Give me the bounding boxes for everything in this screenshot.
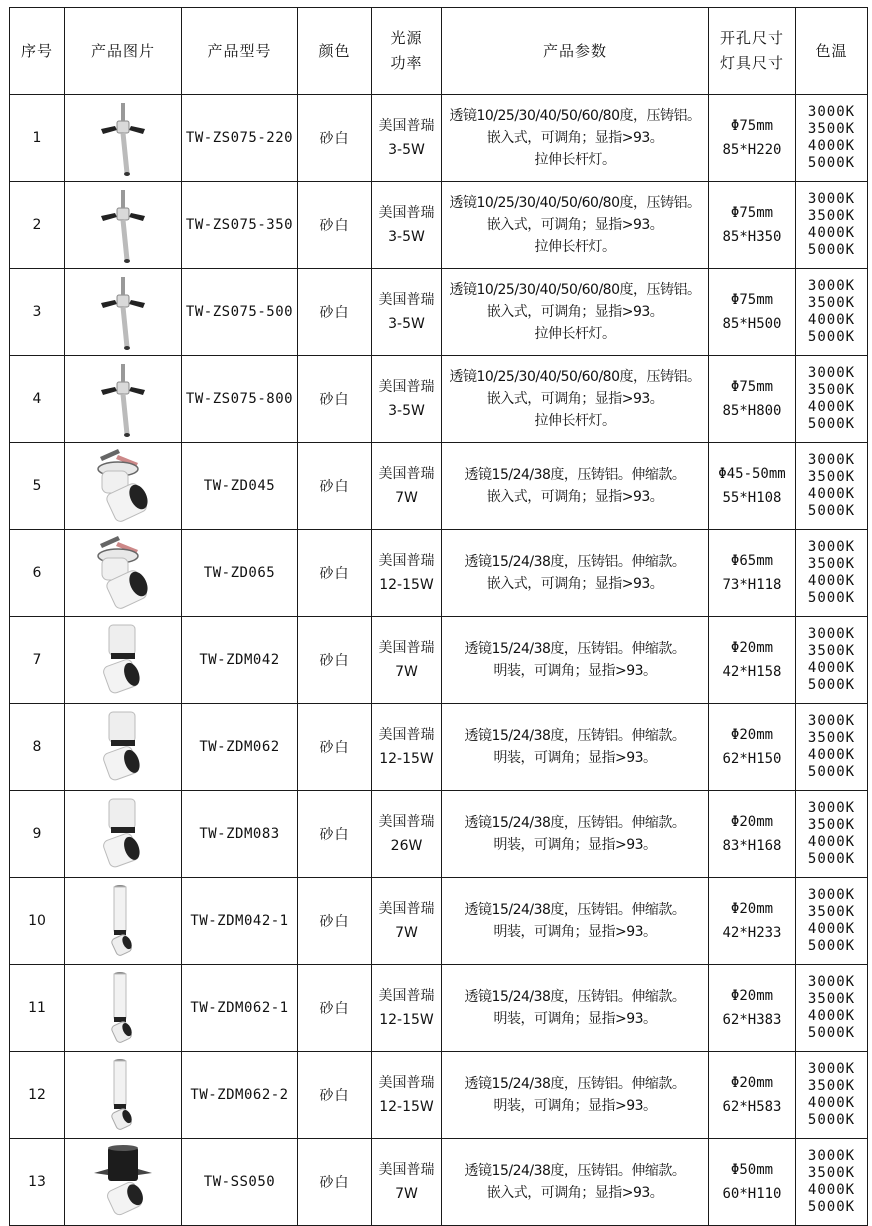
product-params — [442, 182, 709, 269]
table-row — [10, 965, 868, 1052]
params-line-2: 明装，可调角；显指>93。 — [493, 663, 657, 679]
cct-value-4: 5000K — [807, 938, 856, 954]
header-image: 产品图片 — [65, 8, 182, 95]
product-power — [372, 617, 442, 704]
params-line-2: 明装，可调角；显指>93。 — [493, 750, 657, 766]
params-line-2: 嵌入式，可调角；显指>93。 — [486, 217, 664, 233]
product-model: TW-ZD065 — [182, 530, 298, 617]
table-row — [10, 356, 868, 443]
power-wattage: 3-5W — [388, 316, 425, 332]
product-color: 砂白 — [298, 269, 372, 356]
surface-spotlight-icon — [65, 795, 181, 873]
header-row — [10, 8, 868, 95]
product-model: TW-ZD045 — [182, 443, 298, 530]
product-size — [709, 704, 796, 791]
cct-value-4: 5000K — [807, 1112, 856, 1128]
cct-value-1: 3000K — [807, 365, 856, 381]
cct-value-4: 5000K — [807, 416, 856, 432]
cct-value-2: 3500K — [807, 730, 856, 746]
cct-value-4: 5000K — [807, 677, 856, 693]
params-line-2: 明装，可调角；显指>93。 — [493, 1098, 657, 1114]
cct-value-2: 3500K — [807, 382, 856, 398]
product-model: TW-ZDM042 — [182, 617, 298, 704]
product-image — [65, 182, 182, 269]
cct-value-2: 3500K — [807, 904, 856, 920]
cct-value-1: 3000K — [807, 452, 856, 468]
table-body — [10, 95, 868, 1226]
cutout-size: Φ45-50mm — [718, 466, 786, 482]
telescopic-spotlight-icon — [65, 534, 181, 612]
fixture-size: 62*H150 — [722, 751, 782, 767]
power-wattage: 7W — [395, 490, 418, 506]
cct-value-2: 3500K — [807, 991, 856, 1007]
product-power — [372, 965, 442, 1052]
product-size — [709, 617, 796, 704]
cct-value-2: 3500K — [807, 1078, 856, 1094]
power-wattage: 12-15W — [379, 1012, 434, 1028]
product-image — [65, 878, 182, 965]
product-image — [65, 791, 182, 878]
product-size — [709, 530, 796, 617]
row-index: 10 — [10, 878, 65, 965]
power-wattage: 26W — [390, 838, 423, 854]
product-params — [442, 704, 709, 791]
product-color: 砂白 — [298, 878, 372, 965]
header-color: 颜色 — [298, 8, 372, 95]
product-size — [709, 791, 796, 878]
row-index: 8 — [10, 704, 65, 791]
product-model: TW-ZDM042-1 — [182, 878, 298, 965]
header-size-line1: 开孔尺寸 — [719, 29, 784, 47]
power-wattage: 12-15W — [379, 577, 434, 593]
cct-value-3: 4000K — [807, 660, 856, 676]
power-source: 美国普瑞 — [378, 988, 435, 1004]
cutout-size: Φ20mm — [730, 901, 774, 917]
header-power-line2: 功率 — [390, 54, 423, 72]
product-params — [442, 1052, 709, 1139]
product-model: TW-ZDM083 — [182, 791, 298, 878]
product-image — [65, 1052, 182, 1139]
product-power — [372, 269, 442, 356]
product-params — [442, 617, 709, 704]
power-wattage: 3-5W — [388, 142, 425, 158]
product-power — [372, 878, 442, 965]
rod-lamp-icon — [65, 360, 181, 438]
product-color: 砂白 — [298, 182, 372, 269]
product-color: 砂白 — [298, 965, 372, 1052]
rod-lamp-icon — [65, 99, 181, 177]
params-line-1: 透镜15/24/38度，压铸铝。伸缩款。 — [464, 815, 686, 831]
cutout-size: Φ20mm — [730, 1075, 774, 1091]
product-cct — [796, 617, 868, 704]
product-image — [65, 356, 182, 443]
fixture-size: 62*H383 — [722, 1012, 782, 1028]
product-size — [709, 269, 796, 356]
power-source: 美国普瑞 — [378, 553, 435, 569]
row-index: 7 — [10, 617, 65, 704]
cct-value-3: 4000K — [807, 921, 856, 937]
cutout-size: Φ20mm — [730, 988, 774, 1004]
params-line-3: 拉伸长杆灯。 — [534, 152, 616, 168]
table-row — [10, 704, 868, 791]
table-row — [10, 791, 868, 878]
params-line-3: 拉伸长杆灯。 — [534, 326, 616, 342]
header-index: 序号 — [10, 8, 65, 95]
cutout-size: Φ20mm — [730, 727, 774, 743]
cct-value-4: 5000K — [807, 242, 856, 258]
product-power — [372, 530, 442, 617]
product-color: 砂白 — [298, 704, 372, 791]
row-index: 9 — [10, 791, 65, 878]
cct-value-1: 3000K — [807, 713, 856, 729]
product-size — [709, 95, 796, 182]
cct-value-2: 3500K — [807, 469, 856, 485]
product-cct — [796, 878, 868, 965]
power-wattage: 12-15W — [379, 1099, 434, 1115]
product-model: TW-ZS075-350 — [182, 182, 298, 269]
product-image — [65, 1139, 182, 1226]
row-index: 3 — [10, 269, 65, 356]
product-cct — [796, 356, 868, 443]
row-index: 13 — [10, 1139, 65, 1226]
tube-spotlight-icon — [65, 969, 181, 1047]
row-index: 1 — [10, 95, 65, 182]
cutout-size: Φ75mm — [730, 118, 774, 134]
product-power — [372, 95, 442, 182]
product-cct — [796, 704, 868, 791]
cct-value-2: 3500K — [807, 556, 856, 572]
cct-value-4: 5000K — [807, 1199, 856, 1215]
row-index: 6 — [10, 530, 65, 617]
params-line-2: 嵌入式，可调角；显指>93。 — [486, 1185, 664, 1201]
fixture-size: 60*H110 — [722, 1186, 782, 1202]
cct-value-2: 3500K — [807, 121, 856, 137]
black-white-spotlight-icon — [65, 1143, 181, 1221]
product-cct — [796, 443, 868, 530]
product-size — [709, 356, 796, 443]
product-size — [709, 182, 796, 269]
product-params — [442, 878, 709, 965]
cct-value-1: 3000K — [807, 974, 856, 990]
params-line-2: 嵌入式，可调角；显指>93。 — [486, 130, 664, 146]
cutout-size: Φ75mm — [730, 205, 774, 221]
params-line-3: 拉伸长杆灯。 — [534, 239, 616, 255]
product-params — [442, 1139, 709, 1226]
product-image — [65, 443, 182, 530]
product-params — [442, 269, 709, 356]
product-params — [442, 965, 709, 1052]
table-row — [10, 443, 868, 530]
header-params: 产品参数 — [442, 8, 709, 95]
fixture-size: 85*H800 — [722, 403, 782, 419]
product-image — [65, 95, 182, 182]
cct-value-3: 4000K — [807, 747, 856, 763]
table-row — [10, 1139, 868, 1226]
params-line-2: 明装，可调角；显指>93。 — [493, 837, 657, 853]
product-cct — [796, 95, 868, 182]
params-line-1: 透镜15/24/38度，压铸铝。伸缩款。 — [464, 1163, 686, 1179]
product-size — [709, 1139, 796, 1226]
table-row — [10, 878, 868, 965]
cct-value-4: 5000K — [807, 155, 856, 171]
power-source: 美国普瑞 — [378, 118, 435, 134]
power-source: 美国普瑞 — [378, 379, 435, 395]
product-cct — [796, 530, 868, 617]
cct-value-3: 4000K — [807, 486, 856, 502]
table-row — [10, 530, 868, 617]
cct-value-4: 5000K — [807, 590, 856, 606]
product-power — [372, 443, 442, 530]
cct-value-3: 4000K — [807, 138, 856, 154]
cct-value-3: 4000K — [807, 573, 856, 589]
table-row — [10, 617, 868, 704]
params-line-2: 明装，可调角；显指>93。 — [493, 924, 657, 940]
surface-spotlight-icon — [65, 708, 181, 786]
cutout-size: Φ75mm — [730, 292, 774, 308]
power-source: 美国普瑞 — [378, 205, 435, 221]
params-line-1: 透镜10/25/30/40/50/60/80度，压铸铝。 — [449, 108, 701, 124]
product-cct — [796, 791, 868, 878]
product-cct — [796, 1052, 868, 1139]
product-power — [372, 791, 442, 878]
header-size — [709, 8, 796, 95]
product-color: 砂白 — [298, 95, 372, 182]
product-size — [709, 443, 796, 530]
params-line-2: 嵌入式，可调角；显指>93。 — [486, 391, 664, 407]
product-color: 砂白 — [298, 530, 372, 617]
power-wattage: 7W — [395, 925, 418, 941]
product-image — [65, 965, 182, 1052]
cct-value-1: 3000K — [807, 800, 856, 816]
power-source: 美国普瑞 — [378, 466, 435, 482]
cct-value-2: 3500K — [807, 1165, 856, 1181]
row-index: 11 — [10, 965, 65, 1052]
product-cct — [796, 965, 868, 1052]
cct-value-2: 3500K — [807, 208, 856, 224]
tube-spotlight-icon — [65, 1056, 181, 1134]
product-size — [709, 878, 796, 965]
product-params — [442, 530, 709, 617]
params-line-1: 透镜10/25/30/40/50/60/80度，压铸铝。 — [449, 369, 701, 385]
cct-value-3: 4000K — [807, 1095, 856, 1111]
power-source: 美国普瑞 — [378, 640, 435, 656]
cct-value-1: 3000K — [807, 626, 856, 642]
tube-spotlight-icon — [65, 882, 181, 960]
cct-value-1: 3000K — [807, 104, 856, 120]
product-model: TW-ZDM062 — [182, 704, 298, 791]
product-params — [442, 791, 709, 878]
product-size — [709, 1052, 796, 1139]
params-line-1: 透镜15/24/38度，压铸铝。伸缩款。 — [464, 989, 686, 1005]
product-power — [372, 1139, 442, 1226]
params-line-1: 透镜15/24/38度，压铸铝。伸缩款。 — [464, 467, 686, 483]
power-source: 美国普瑞 — [378, 292, 435, 308]
product-power — [372, 704, 442, 791]
cct-value-1: 3000K — [807, 191, 856, 207]
fixture-size: 83*H168 — [722, 838, 782, 854]
product-color: 砂白 — [298, 443, 372, 530]
product-size — [709, 965, 796, 1052]
rod-lamp-icon — [65, 273, 181, 351]
product-color: 砂白 — [298, 617, 372, 704]
params-line-1: 透镜15/24/38度，压铸铝。伸缩款。 — [464, 902, 686, 918]
product-params — [442, 443, 709, 530]
table-row — [10, 1052, 868, 1139]
header-cct: 色温 — [796, 8, 868, 95]
cct-value-3: 4000K — [807, 1008, 856, 1024]
product-color: 砂白 — [298, 1052, 372, 1139]
cutout-size: Φ20mm — [730, 814, 774, 830]
fixture-size: 55*H108 — [722, 490, 782, 506]
fixture-size: 42*H233 — [722, 925, 782, 941]
product-image — [65, 704, 182, 791]
power-source: 美国普瑞 — [378, 901, 435, 917]
params-line-1: 透镜10/25/30/40/50/60/80度，压铸铝。 — [449, 195, 701, 211]
cct-value-3: 4000K — [807, 1182, 856, 1198]
product-model: TW-SS050 — [182, 1139, 298, 1226]
product-power — [372, 1052, 442, 1139]
row-index: 4 — [10, 356, 65, 443]
cct-value-3: 4000K — [807, 399, 856, 415]
power-wattage: 3-5W — [388, 229, 425, 245]
product-model: TW-ZS075-220 — [182, 95, 298, 182]
power-source: 美国普瑞 — [378, 1162, 435, 1178]
power-source: 美国普瑞 — [378, 814, 435, 830]
product-cct — [796, 182, 868, 269]
params-line-2: 嵌入式，可调角；显指>93。 — [486, 304, 664, 320]
cutout-size: Φ20mm — [730, 640, 774, 656]
power-wattage: 7W — [395, 1186, 418, 1202]
product-params — [442, 95, 709, 182]
header-power — [372, 8, 442, 95]
cct-value-2: 3500K — [807, 643, 856, 659]
product-image — [65, 269, 182, 356]
cct-value-1: 3000K — [807, 278, 856, 294]
cct-value-3: 4000K — [807, 225, 856, 241]
header-power-line1: 光源 — [390, 29, 423, 47]
power-source: 美国普瑞 — [378, 1075, 435, 1091]
product-image — [65, 617, 182, 704]
fixture-size: 85*H500 — [722, 316, 782, 332]
product-power — [372, 356, 442, 443]
product-color: 砂白 — [298, 791, 372, 878]
product-spec-table — [9, 7, 868, 1226]
cutout-size: Φ50mm — [730, 1162, 774, 1178]
cct-value-4: 5000K — [807, 503, 856, 519]
product-model: TW-ZDM062-2 — [182, 1052, 298, 1139]
params-line-1: 透镜10/25/30/40/50/60/80度，压铸铝。 — [449, 282, 701, 298]
params-line-1: 透镜15/24/38度，压铸铝。伸缩款。 — [464, 641, 686, 657]
power-wattage: 3-5W — [388, 403, 425, 419]
product-params — [442, 356, 709, 443]
params-line-2: 嵌入式，可调角；显指>93。 — [486, 489, 664, 505]
product-color: 砂白 — [298, 1139, 372, 1226]
header-model: 产品型号 — [182, 8, 298, 95]
product-model: TW-ZS075-800 — [182, 356, 298, 443]
params-line-1: 透镜15/24/38度，压铸铝。伸缩款。 — [464, 554, 686, 570]
cct-value-3: 4000K — [807, 834, 856, 850]
product-power — [372, 182, 442, 269]
surface-spotlight-icon — [65, 621, 181, 699]
power-wattage: 7W — [395, 664, 418, 680]
product-cct — [796, 1139, 868, 1226]
cct-value-1: 3000K — [807, 1061, 856, 1077]
fixture-size: 62*H583 — [722, 1099, 782, 1115]
cct-value-4: 5000K — [807, 329, 856, 345]
product-cct — [796, 269, 868, 356]
rod-lamp-icon — [65, 186, 181, 264]
power-source: 美国普瑞 — [378, 727, 435, 743]
cct-value-1: 3000K — [807, 539, 856, 555]
params-line-1: 透镜15/24/38度，压铸铝。伸缩款。 — [464, 1076, 686, 1092]
cct-value-1: 3000K — [807, 887, 856, 903]
row-index: 12 — [10, 1052, 65, 1139]
cct-value-3: 4000K — [807, 312, 856, 328]
fixture-size: 85*H350 — [722, 229, 782, 245]
table-row — [10, 95, 868, 182]
cct-value-4: 5000K — [807, 764, 856, 780]
params-line-3: 拉伸长杆灯。 — [534, 413, 616, 429]
fixture-size: 42*H158 — [722, 664, 782, 680]
row-index: 5 — [10, 443, 65, 530]
params-line-2: 嵌入式，可调角；显指>93。 — [486, 576, 664, 592]
table-row — [10, 182, 868, 269]
product-model: TW-ZS075-500 — [182, 269, 298, 356]
product-model: TW-ZDM062-1 — [182, 965, 298, 1052]
cct-value-4: 5000K — [807, 851, 856, 867]
cutout-size: Φ75mm — [730, 379, 774, 395]
cutout-size: Φ65mm — [730, 553, 774, 569]
cct-value-2: 3500K — [807, 817, 856, 833]
cct-value-2: 3500K — [807, 295, 856, 311]
power-wattage: 12-15W — [379, 751, 434, 767]
product-color: 砂白 — [298, 356, 372, 443]
fixture-size: 73*H118 — [722, 577, 782, 593]
cct-value-4: 5000K — [807, 1025, 856, 1041]
product-image — [65, 530, 182, 617]
params-line-1: 透镜15/24/38度，压铸铝。伸缩款。 — [464, 728, 686, 744]
telescopic-spotlight-icon — [65, 447, 181, 525]
header-size-line2: 灯具尺寸 — [719, 54, 784, 72]
cct-value-1: 3000K — [807, 1148, 856, 1164]
params-line-2: 明装，可调角；显指>93。 — [493, 1011, 657, 1027]
row-index: 2 — [10, 182, 65, 269]
fixture-size: 85*H220 — [722, 142, 782, 158]
table-row — [10, 269, 868, 356]
